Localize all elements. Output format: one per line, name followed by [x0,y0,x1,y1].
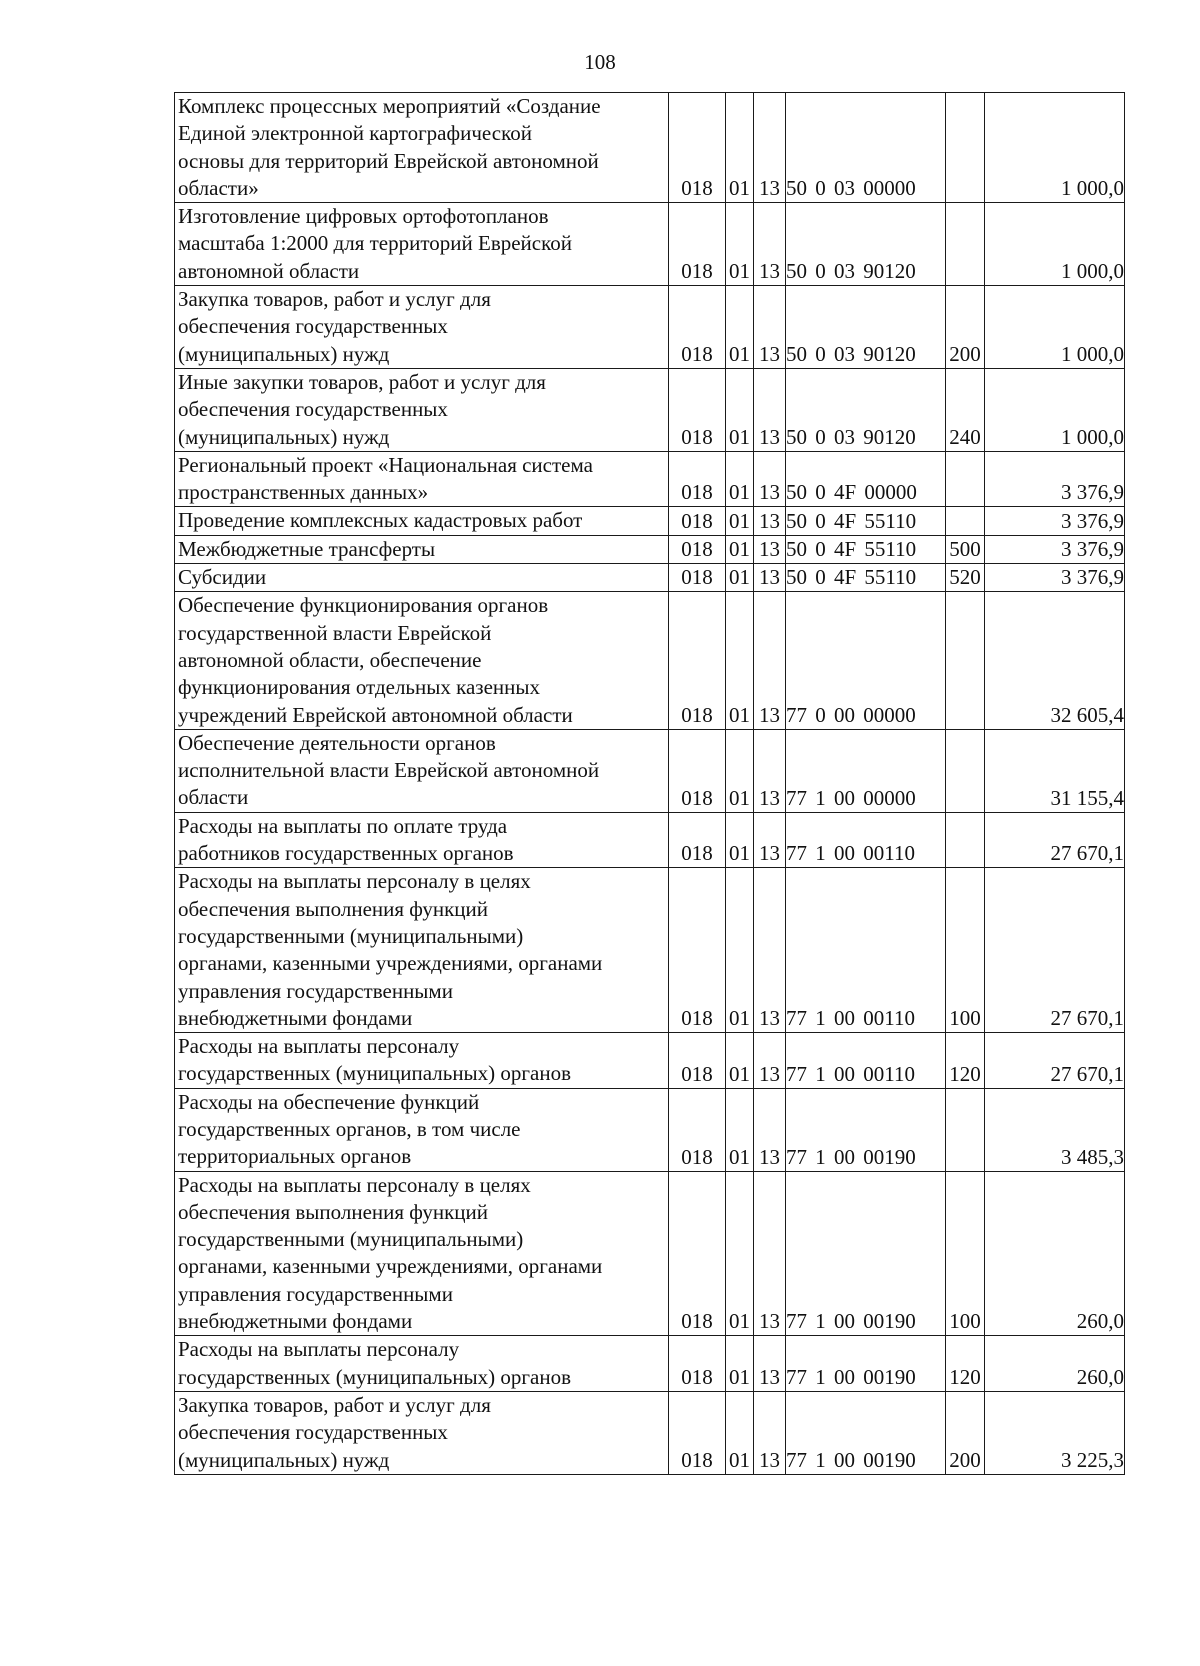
subsection-code-cell: 13 [754,729,786,812]
table-row [175,286,1125,369]
grbs-code-cell: 018 [669,812,726,868]
table-row [175,368,1125,451]
expense-type-code-cell [946,592,985,729]
item-name-line: органами, казенными учреждениями, органами [178,951,603,976]
expense-type-code-cell: 500 [946,535,985,563]
item-name-line: Обеспечение деятельности органов [178,730,496,755]
target-article-code-cell: 50 0 03 00000 [786,93,946,203]
item-name-cell [175,1336,669,1392]
table-row [175,729,1125,812]
item-name-line: государственных (муниципальных) органов [178,1364,572,1389]
item-name-line: Расходы на выплаты персоналу в целях [178,1172,531,1197]
expense-type-code-cell: 240 [946,368,985,451]
table-row [175,203,1125,286]
item-name-line: обеспечения государственных [178,314,448,339]
item-name-line: автономной области [178,258,360,283]
section-code-cell: 01 [726,1033,754,1089]
item-name-line: Обеспечение функционирования органов [178,593,549,618]
amount-cell: 3 376,9 [985,451,1125,507]
item-name-cell [175,592,669,729]
grbs-code-cell: 018 [669,1033,726,1089]
item-name-line: области [178,785,249,810]
section-code-cell: 01 [726,564,754,592]
subsection-code-cell: 13 [754,1033,786,1089]
item-name-line: Расходы на обеспечение функций [178,1089,480,1114]
target-article-code-cell: 77 0 00 00000 [786,592,946,729]
item-name-line: Субсидии [178,565,267,590]
section-code-cell: 01 [726,1171,754,1336]
item-name-line: масштаба 1:2000 для территорий Еврейской [178,231,572,256]
grbs-code-cell: 018 [669,507,726,535]
amount-cell: 3 376,9 [985,507,1125,535]
item-name-line: государственных органов, в том числе [178,1116,521,1141]
item-name-line: государственными (муниципальными) [178,923,524,948]
target-article-code-cell: 77 1 00 00190 [786,1391,946,1474]
item-name-line: территориальных органов [178,1144,412,1169]
amount-cell: 1 000,0 [985,368,1125,451]
target-article-code-cell: 50 0 4F 55110 [786,564,946,592]
target-article-code-cell: 50 0 03 90120 [786,368,946,451]
subsection-code-cell: 13 [754,93,786,203]
budget-table-body [175,93,1125,1475]
item-name-line: внебюджетными фондами [178,1005,413,1030]
table-row [175,93,1125,203]
item-name-line: (муниципальных) нужд [178,424,390,449]
grbs-code-cell: 018 [669,203,726,286]
item-name-line: обеспечения выполнения функций [178,1199,489,1224]
amount-cell: 1 000,0 [985,286,1125,369]
section-code-cell: 01 [726,286,754,369]
item-name-line: государственной власти Еврейской [178,620,492,645]
grbs-code-cell: 018 [669,729,726,812]
item-name-line: Проведение комплексных кадастровых работ [178,508,583,533]
table-row [175,1033,1125,1089]
item-name-line: (муниципальных) нужд [178,1447,390,1472]
item-name-line: Расходы на выплаты по оплате труда [178,813,508,838]
item-name-cell [175,451,669,507]
item-name-line: Иные закупки товаров, работ и услуг для [178,369,546,394]
item-name-line: обеспечения государственных [178,397,448,422]
item-name-line: пространственных данных» [178,480,429,505]
amount-cell: 3 225,3 [985,1391,1125,1474]
expense-type-code-cell: 200 [946,1391,985,1474]
table-row [175,1391,1125,1474]
item-name-cell [175,535,669,563]
item-name-cell [175,812,669,868]
section-code-cell: 01 [726,535,754,563]
expense-type-code-cell [946,812,985,868]
target-article-code-cell: 50 0 03 90120 [786,286,946,369]
target-article-code-cell: 77 1 00 00190 [786,1088,946,1171]
amount-cell: 27 670,1 [985,812,1125,868]
item-name-line: исполнительной власти Еврейской автономной [178,758,600,783]
item-name-line: обеспечения выполнения функций [178,896,489,921]
target-article-code-cell: 77 1 00 00110 [786,868,946,1033]
subsection-code-cell: 13 [754,1336,786,1392]
subsection-code-cell: 13 [754,1391,786,1474]
expense-type-code-cell [946,203,985,286]
amount-cell: 3 376,9 [985,564,1125,592]
table-row [175,535,1125,563]
expense-type-code-cell [946,451,985,507]
table-row [175,564,1125,592]
item-name-cell [175,1088,669,1171]
item-name-line: обеспечения государственных [178,1420,448,1445]
item-name-line: учреждений Еврейской автономной области [178,702,573,727]
table-row [175,868,1125,1033]
target-article-code-cell: 50 0 4F 55110 [786,535,946,563]
target-article-code-cell: 77 1 00 00000 [786,729,946,812]
amount-cell: 27 670,1 [985,868,1125,1033]
grbs-code-cell: 018 [669,368,726,451]
target-article-code-cell: 77 1 00 00110 [786,1033,946,1089]
expense-type-code-cell [946,507,985,535]
item-name-line: Региональный проект «Национальная система [178,452,593,477]
amount-cell: 260,0 [985,1171,1125,1336]
section-code-cell: 01 [726,1336,754,1392]
target-article-code-cell: 77 1 00 00190 [786,1336,946,1392]
target-article-code-cell: 50 0 03 90120 [786,203,946,286]
amount-cell: 3 485,3 [985,1088,1125,1171]
item-name-line: Комплекс процессных мероприятий «Создание [178,94,601,118]
section-code-cell: 01 [726,451,754,507]
amount-cell: 1 000,0 [985,93,1125,203]
grbs-code-cell: 018 [669,93,726,203]
item-name-cell [175,1391,669,1474]
expense-type-code-cell [946,1088,985,1171]
item-name-cell [175,1033,669,1089]
expense-type-code-cell: 200 [946,286,985,369]
grbs-code-cell: 018 [669,286,726,369]
amount-cell: 3 376,9 [985,535,1125,563]
grbs-code-cell: 018 [669,1088,726,1171]
grbs-code-cell: 018 [669,1171,726,1336]
item-name-cell [175,1171,669,1336]
grbs-code-cell: 018 [669,592,726,729]
expense-type-code-cell: 100 [946,868,985,1033]
grbs-code-cell: 018 [669,1391,726,1474]
item-name-line: Закупка товаров, работ и услуг для [178,287,491,312]
table-row [175,1336,1125,1392]
table-row [175,1088,1125,1171]
item-name-line: Единой электронной картографической [178,121,532,146]
subsection-code-cell: 13 [754,868,786,1033]
item-name-line: Расходы на выплаты персоналу [178,1034,460,1059]
subsection-code-cell: 13 [754,535,786,563]
expense-type-code-cell [946,93,985,203]
section-code-cell: 01 [726,868,754,1033]
item-name-line: автономной области, обеспечение [178,647,482,672]
expense-type-code-cell: 100 [946,1171,985,1336]
section-code-cell: 01 [726,592,754,729]
item-name-line: области» [178,175,259,200]
grbs-code-cell: 018 [669,535,726,563]
item-name-line: органами, казенными учреждениями, органами [178,1254,603,1279]
item-name-line: основы для территорий Еврейской автономной [178,148,599,173]
grbs-code-cell: 018 [669,1336,726,1392]
expense-type-code-cell: 520 [946,564,985,592]
item-name-line: управления государственными [178,978,453,1003]
amount-cell: 31 155,4 [985,729,1125,812]
expense-type-code-cell [946,729,985,812]
subsection-code-cell: 13 [754,203,786,286]
target-article-code-cell: 50 0 4F 00000 [786,451,946,507]
section-code-cell: 01 [726,812,754,868]
target-article-code-cell: 50 0 4F 55110 [786,507,946,535]
item-name-line: государственных (муниципальных) органов [178,1061,572,1086]
subsection-code-cell: 13 [754,286,786,369]
target-article-code-cell: 77 1 00 00110 [786,812,946,868]
item-name-line: Расходы на выплаты персоналу в целях [178,869,531,894]
subsection-code-cell: 13 [754,368,786,451]
grbs-code-cell: 018 [669,868,726,1033]
expense-type-code-cell: 120 [946,1336,985,1392]
item-name-cell [175,564,669,592]
section-code-cell: 01 [726,507,754,535]
subsection-code-cell: 13 [754,564,786,592]
amount-cell: 32 605,4 [985,592,1125,729]
grbs-code-cell: 018 [669,451,726,507]
item-name-line: функционирования отдельных казенных [178,675,541,700]
grbs-code-cell: 018 [669,564,726,592]
amount-cell: 260,0 [985,1336,1125,1392]
table-row [175,592,1125,729]
item-name-cell [175,868,669,1033]
subsection-code-cell: 13 [754,1171,786,1336]
item-name-line: внебюджетными фондами [178,1309,413,1334]
item-name-cell [175,286,669,369]
item-name-line: (муниципальных) нужд [178,341,390,366]
item-name-line: Межбюджетные трансферты [178,536,436,561]
item-name-cell [175,93,669,203]
item-name-line: работников государственных органов [178,841,514,866]
item-name-cell [175,203,669,286]
table-row [175,451,1125,507]
amount-cell: 27 670,1 [985,1033,1125,1089]
subsection-code-cell: 13 [754,451,786,507]
subsection-code-cell: 13 [754,1088,786,1171]
item-name-line: Расходы на выплаты персоналу [178,1337,460,1362]
section-code-cell: 01 [726,93,754,203]
item-name-line: управления государственными [178,1281,453,1306]
item-name-cell [175,729,669,812]
section-code-cell: 01 [726,1391,754,1474]
item-name-line: Изготовление цифровых ортофотопланов [178,204,549,229]
table-row [175,1171,1125,1336]
target-article-code-cell: 77 1 00 00190 [786,1171,946,1336]
table-row [175,812,1125,868]
section-code-cell: 01 [726,203,754,286]
amount-cell: 1 000,0 [985,203,1125,286]
section-code-cell: 01 [726,368,754,451]
item-name-cell [175,368,669,451]
item-name-cell [175,507,669,535]
section-code-cell: 01 [726,1088,754,1171]
budget-table [174,92,1125,1475]
expense-type-code-cell: 120 [946,1033,985,1089]
page-number: 108 [584,50,616,74]
item-name-line: государственными (муниципальными) [178,1227,524,1252]
subsection-code-cell: 13 [754,592,786,729]
subsection-code-cell: 13 [754,507,786,535]
table-row [175,507,1125,535]
section-code-cell: 01 [726,729,754,812]
subsection-code-cell: 13 [754,812,786,868]
item-name-line: Закупка товаров, работ и услуг для [178,1392,491,1417]
